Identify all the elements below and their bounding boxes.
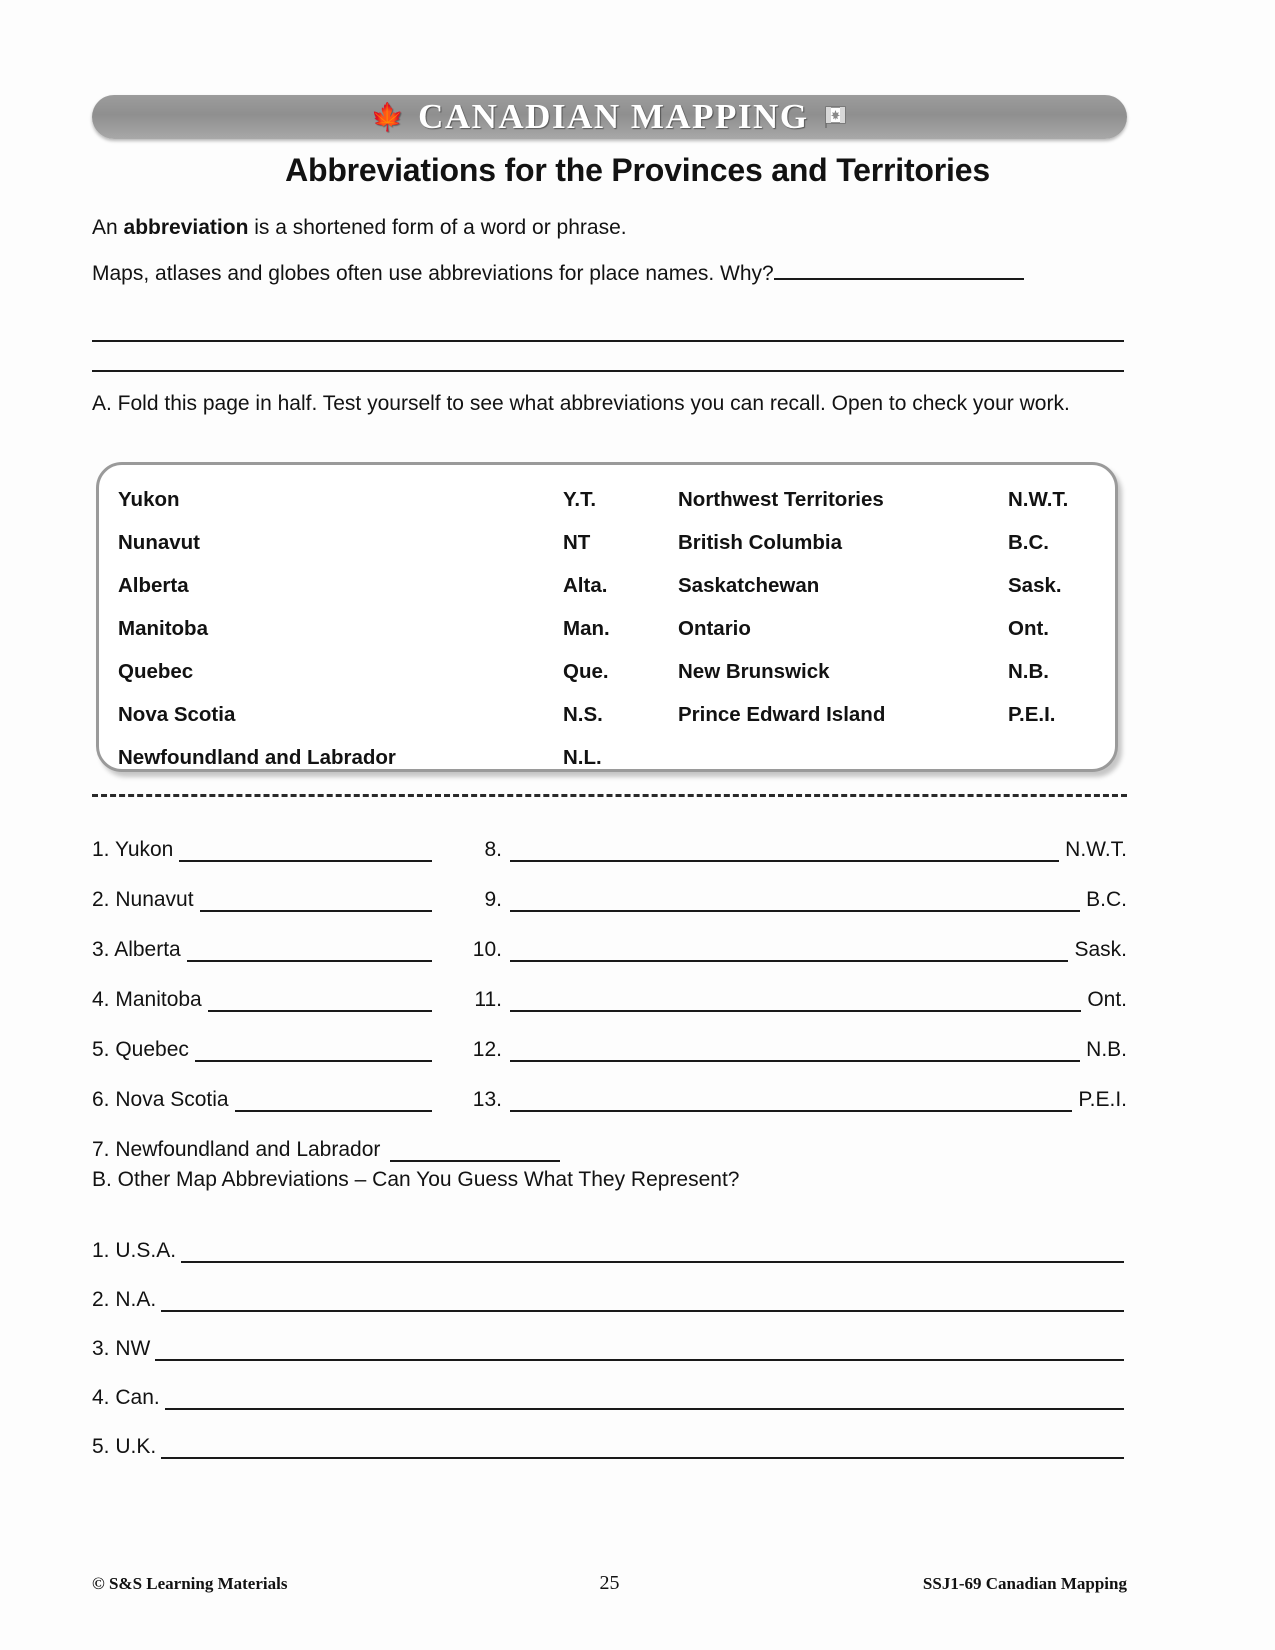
recall-left-item	[92, 938, 432, 962]
section-b-item-label: 2. N.A.	[92, 1288, 157, 1311]
recall-right-number: 12.	[472, 1038, 502, 1061]
recall-left-item	[92, 1138, 482, 1162]
recall-right-number: 8.	[484, 838, 502, 861]
recall-right-blank[interactable]	[510, 1092, 1072, 1112]
abbreviation-keyword: abbreviation	[123, 216, 249, 239]
section-b-item-label: 5. U.K.	[92, 1435, 157, 1458]
recall-row	[92, 1062, 1127, 1112]
recall-right-blank[interactable]	[510, 992, 1081, 1012]
answer-blank-why-2[interactable]	[92, 340, 1124, 342]
province-abbr	[1008, 746, 1103, 789]
recall-left-blank[interactable]	[235, 1092, 432, 1112]
recall-left-item	[92, 888, 432, 912]
province-name: British Columbia	[678, 531, 843, 554]
table-row	[118, 617, 1103, 660]
banner-bar	[92, 95, 1127, 139]
province-name: Saskatchewan	[678, 574, 820, 597]
province-name: Nunavut	[118, 531, 200, 554]
recall-right-abbr: P.E.I.	[1078, 1088, 1127, 1111]
province-name: Yukon	[118, 488, 180, 511]
maple-leaf-icon: 🍁	[370, 101, 405, 132]
province-name: Nova Scotia	[118, 703, 236, 726]
recall-right-abbr: Ont.	[1087, 988, 1127, 1011]
fold-dashed-line	[92, 794, 1127, 797]
footer-copyright: © S&S Learning Materials	[92, 1574, 288, 1593]
table-row	[118, 574, 1103, 617]
province-abbr: B.C.	[1008, 531, 1049, 554]
recall-right-blank[interactable]	[510, 842, 1059, 862]
list-item	[92, 1263, 1124, 1312]
province-abbr: N.S.	[563, 703, 603, 726]
recall-left-blank[interactable]	[390, 1142, 560, 1162]
recall-right-item	[454, 888, 1127, 912]
recall-left-blank[interactable]	[200, 892, 432, 912]
recall-left-item	[92, 988, 432, 1012]
recall-right-item	[454, 838, 1127, 862]
recall-left-label: 1. Yukon	[92, 838, 174, 861]
recall-right-abbr: N.B.	[1086, 1038, 1127, 1061]
section-b-item-label: 1. U.S.A.	[92, 1239, 177, 1262]
recall-left-blank[interactable]	[195, 1042, 432, 1062]
section-b-item-blank[interactable]	[165, 1390, 1124, 1410]
section-b-item-label: 4. Can.	[92, 1386, 160, 1409]
province-name: Prince Edward Island	[678, 703, 886, 726]
section-b-item-blank[interactable]	[155, 1341, 1124, 1361]
intro-prefix: An	[92, 216, 124, 239]
section-b-item-blank[interactable]	[181, 1243, 1124, 1263]
section-b-list	[92, 1214, 1124, 1459]
province-abbr: P.E.I.	[1008, 703, 1056, 726]
recall-right-item	[454, 1088, 1127, 1112]
recall-right-number: 9.	[484, 888, 502, 911]
recall-left-item	[92, 838, 432, 862]
province-abbr: Y.T.	[563, 488, 597, 511]
recall-right-abbr: B.C.	[1086, 888, 1127, 911]
recall-right-item	[454, 1038, 1127, 1062]
province-abbr: N.L.	[563, 746, 602, 769]
province-abbr: Ont.	[1008, 617, 1049, 640]
intro-suffix: is a shortened form of a word or phrase.	[248, 216, 627, 239]
province-abbr: Man.	[563, 617, 610, 640]
abbreviation-table-body	[118, 488, 1103, 789]
recall-left-label: 5. Quebec	[92, 1038, 189, 1061]
section-b-item-blank[interactable]	[161, 1439, 1124, 1459]
recall-left-item	[92, 1088, 432, 1112]
recall-row	[92, 812, 1127, 862]
recall-left-label: 2. Nunavut	[92, 888, 194, 911]
answer-blank-why-3[interactable]	[92, 370, 1124, 372]
list-item	[92, 1361, 1124, 1410]
table-row	[118, 746, 1103, 789]
list-item	[92, 1214, 1124, 1263]
province-name: Manitoba	[118, 617, 208, 640]
recall-right-number: 11.	[474, 988, 502, 1011]
recall-left-blank[interactable]	[187, 942, 432, 962]
recall-left-blank[interactable]	[179, 842, 432, 862]
recall-right-number: 13.	[472, 1088, 502, 1111]
intro-definition-line	[92, 216, 627, 240]
table-row	[118, 703, 1103, 746]
page-footer	[92, 1572, 1127, 1595]
province-abbr: Alta.	[563, 574, 608, 597]
recall-right-item	[454, 988, 1127, 1012]
province-name	[678, 746, 1008, 789]
section-b-heading: B. Other Map Abbreviations – Can You Guess What They Represent?	[92, 1168, 740, 1191]
recall-right-blank[interactable]	[510, 942, 1068, 962]
recall-right-abbr: N.W.T.	[1065, 838, 1127, 861]
province-abbr: NT	[563, 531, 591, 554]
recall-left-label: 3. Alberta	[92, 938, 181, 961]
province-name: New Brunswick	[678, 660, 830, 683]
abbreviation-table	[118, 488, 1103, 789]
recall-left-label: 7. Newfoundland and Labrador	[92, 1138, 381, 1161]
recall-right-abbr: Sask.	[1074, 938, 1127, 961]
answer-blank-why-1[interactable]	[774, 263, 1024, 280]
footer-page-number: 25	[599, 1572, 620, 1594]
section-b-item-blank[interactable]	[161, 1292, 1124, 1312]
page-title: Abbreviations for the Provinces and Territories	[285, 152, 990, 188]
list-item	[92, 1312, 1124, 1361]
recall-left-blank[interactable]	[208, 992, 432, 1012]
province-abbr: Que.	[563, 660, 609, 683]
recall-list	[92, 812, 1127, 1162]
province-abbr: N.B.	[1008, 660, 1049, 683]
province-abbr: Sask.	[1008, 574, 1062, 597]
province-name: Newfoundland and Labrador	[118, 746, 396, 769]
recall-right-blank[interactable]	[510, 1042, 1080, 1062]
list-item	[92, 1410, 1124, 1459]
province-name: Northwest Territories	[678, 488, 884, 511]
province-abbr: N.W.T.	[1008, 488, 1069, 511]
province-name: Ontario	[678, 617, 751, 640]
recall-left-label: 6. Nova Scotia	[92, 1088, 229, 1111]
recall-right-blank[interactable]	[510, 892, 1080, 912]
recall-row	[92, 1012, 1127, 1062]
recall-row	[92, 1112, 1127, 1162]
province-name: Quebec	[118, 660, 194, 683]
section-a-instruction: A. Fold this page in half. Test yourself to see what abbreviations you can recall. Open to check your work.	[92, 392, 1070, 415]
header-banner	[92, 95, 1127, 139]
banner-title: CANADIAN MAPPING	[418, 97, 809, 136]
recall-row	[92, 962, 1127, 1012]
recall-right-number: 10.	[472, 938, 502, 961]
flag-icon	[823, 105, 849, 129]
recall-row	[92, 912, 1127, 962]
table-row	[118, 488, 1103, 531]
recall-row	[92, 862, 1127, 912]
section-b-item-label: 3. NW	[92, 1337, 151, 1360]
intro-question-text: Maps, atlases and globes often use abbreviations for place names. Why?	[92, 262, 774, 285]
recall-left-item	[92, 1038, 432, 1062]
table-row	[118, 531, 1103, 574]
footer-product-code: SSJ1-69 Canadian Mapping	[922, 1574, 1127, 1593]
table-row	[118, 660, 1103, 703]
intro-question-line	[92, 262, 1127, 286]
recall-left-label: 4. Manitoba	[92, 988, 202, 1011]
recall-right-item	[454, 938, 1127, 962]
province-name: Alberta	[118, 574, 189, 597]
